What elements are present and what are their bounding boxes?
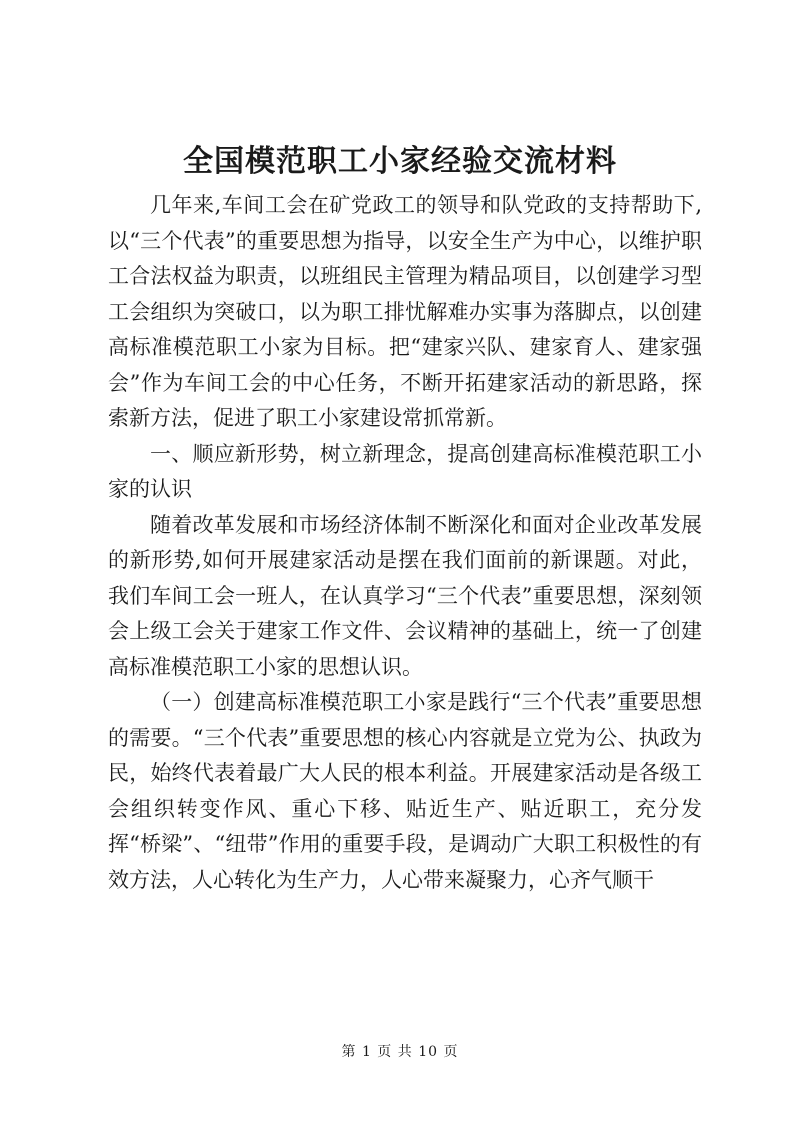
document-title: 全国模范职工小家经验交流材料 [183,144,617,179]
document-body [108,188,702,898]
paragraph-section-1: 随着改革发展和市场经济体制不断深化和面对企业改革发展的新形势,如何开展建家活动是摆在我们面前的新课题。对此，我们车间工会一班人，在认真学习“三个代表”重要思想，深刻领会上级工会关于建家工作文件、会议精神的基础上，统一了创建高标准模范职工小家的思想认识。 [108,512,702,679]
paragraph-subsection-1: （一）创建高标准模范职工小家是践行“三个代表”重要思想的需要。“三个代表”重要思想的核心内容就是立党为公、执政为民，始终代表着最广大人民的根本利益。开展建家活动是各级工会组织转变作风、重心下移、贴近生产、贴近职工，充分发挥“桥梁”、“纽带”作用的重要手段，是调动广大职工积极性的有效方法，人心转化为生产力，人心带来凝聚力，心齐气顺干 [108,690,702,892]
section-heading-1: 一、顺应新形势，树立新理念，提高创建高标准模范职工小家的认识 [108,441,702,501]
paragraph-intro: 几年来,车间工会在矿党政工的领导和队党政的支持帮助下,以“三个代表”的重要思想为指导，以安全生产为中心，以维护职工合法权益为职责，以班组民主管理为精品项目，以创建学习型工会组织为突破口，以为职工排忧解难办实事为落脚点，以创建高标准模范职工小家为目标。把“建家兴队、建家育人、建家强会”作为车间工会的中心任务，不断开拓建家活动的新思路，探索新方法，促进了职工小家建设常抓常新。 [108,193,702,430]
page-number-footer: 第 1 页 共 10 页 [341,1044,459,1060]
